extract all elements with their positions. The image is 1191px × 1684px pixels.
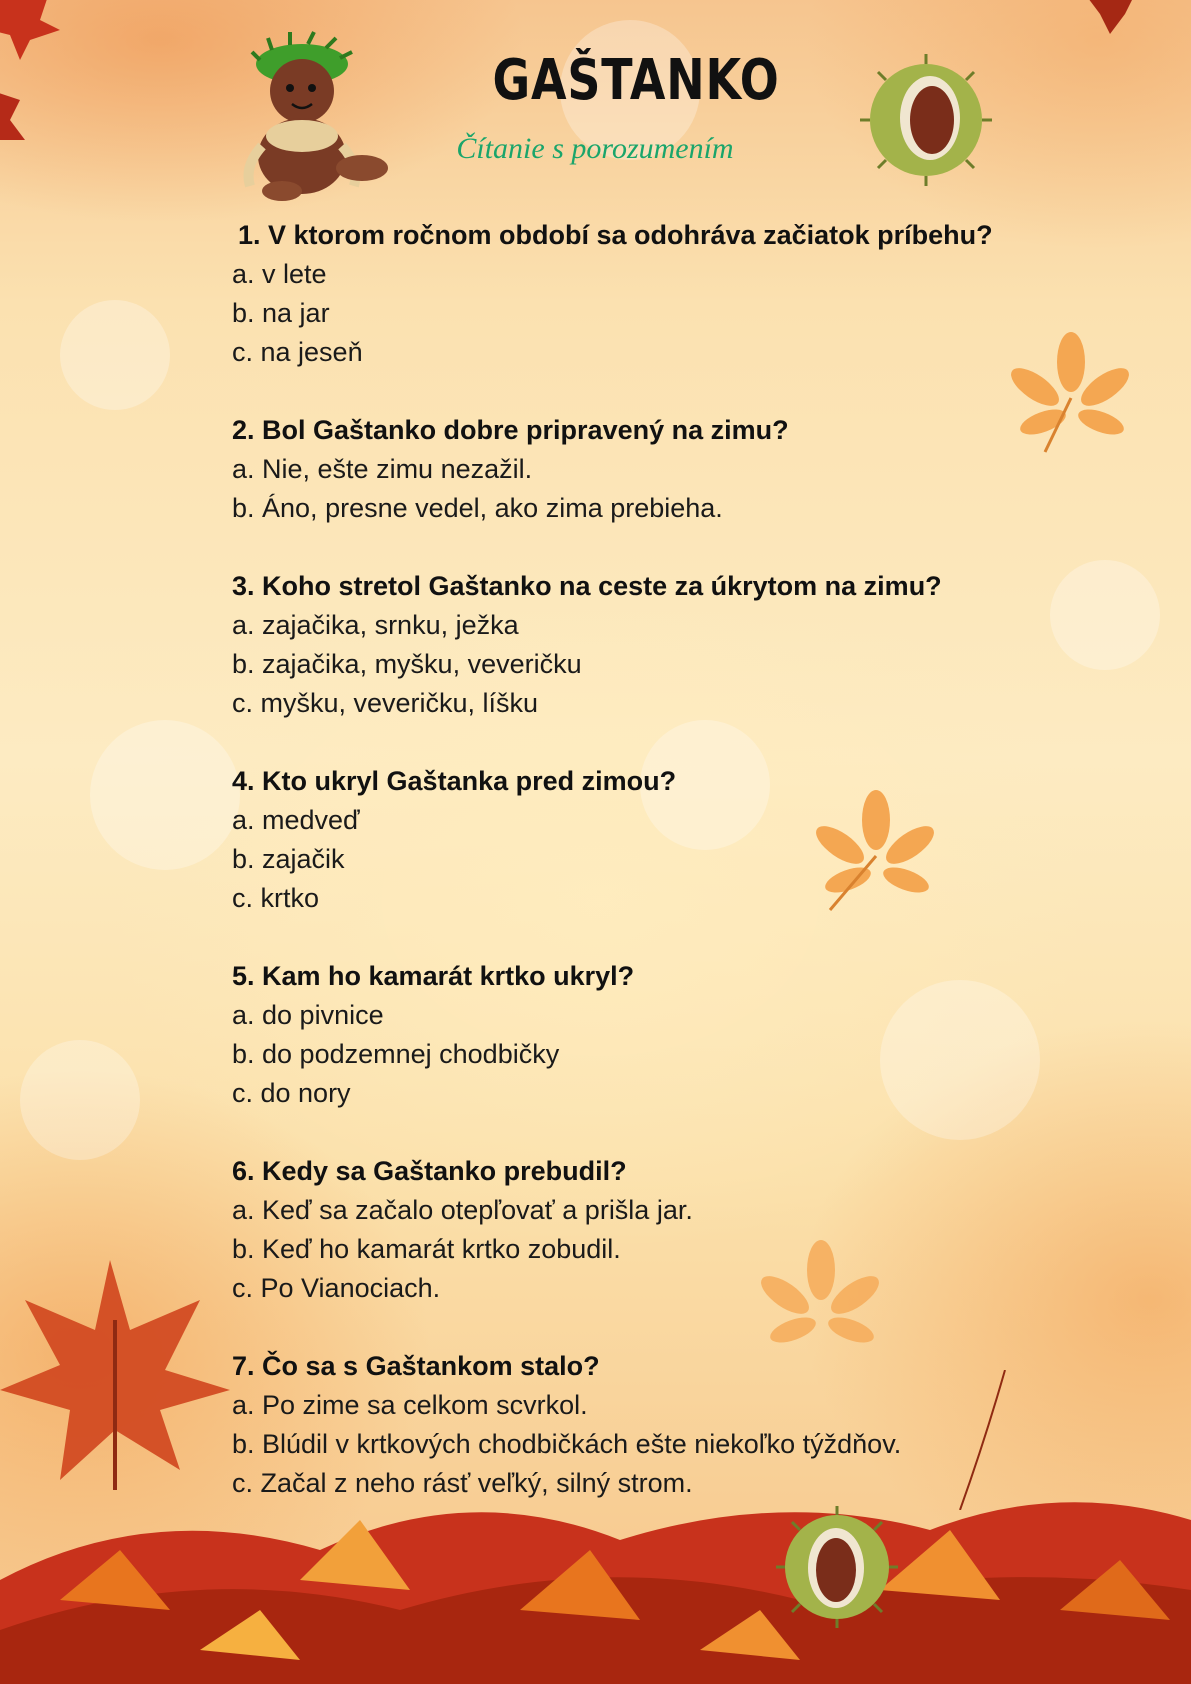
answer-option: c. Začal z neho rásť veľký, silný strom. bbox=[232, 1468, 693, 1498]
question-block bbox=[232, 216, 1062, 372]
answer-option: c. na jeseň bbox=[232, 337, 363, 367]
maple-leaf-icon bbox=[0, 0, 70, 170]
answer-option: a. Nie, ešte zimu nezažil. bbox=[232, 454, 533, 484]
answer-option: a. do pivnice bbox=[232, 1000, 384, 1030]
chestnut-husk-icon bbox=[860, 54, 992, 186]
chestnut-mascot-icon bbox=[242, 26, 392, 201]
answer-option: a. Keď sa začalo otepľovať a prišla jar. bbox=[232, 1195, 693, 1225]
question-text: 5. Kam ho kamarát krtko ukryl? bbox=[232, 961, 635, 991]
bokeh-light bbox=[90, 720, 240, 870]
twig-line bbox=[955, 1370, 1015, 1510]
question-block bbox=[232, 762, 1062, 918]
question-block bbox=[232, 411, 1062, 528]
answer-option: c. Po Vianociach. bbox=[232, 1273, 441, 1303]
answer-option: b. zajačika, myšku, veveričku bbox=[232, 649, 582, 679]
page-title: GAŠTANKO bbox=[492, 48, 780, 113]
answer-option: b. zajačik bbox=[232, 844, 345, 874]
answer-option: b. Keď ho kamarát krtko zobudil. bbox=[232, 1234, 621, 1264]
answer-option: b. Blúdil v krtkových chodbičkách ešte niekoľko týždňov. bbox=[232, 1429, 902, 1459]
bokeh-light bbox=[20, 1040, 140, 1160]
bokeh-light bbox=[1050, 560, 1160, 670]
bokeh-light bbox=[60, 300, 170, 410]
question-text: 7. Čo sa s Gaštankom stalo? bbox=[232, 1351, 600, 1381]
question-block bbox=[232, 957, 1062, 1113]
answer-option: b. na jar bbox=[232, 298, 330, 328]
answer-option: c. krtko bbox=[232, 883, 320, 913]
maple-leaf-icon bbox=[1080, 0, 1140, 44]
question-text: 2. Bol Gaštanko dobre pripravený na zimu? bbox=[232, 415, 789, 445]
answer-option: a. v lete bbox=[232, 259, 327, 289]
question-text: 3. Koho stretol Gaštanko na ceste za úkrytom na zimu? bbox=[232, 571, 942, 601]
maple-leaf-icon bbox=[0, 1260, 230, 1490]
answer-option: a. medveď bbox=[232, 805, 360, 835]
question-block bbox=[232, 1152, 1062, 1308]
question-text: 4. Kto ukryl Gaštanka pred zimou? bbox=[232, 766, 677, 796]
quiz-questions bbox=[232, 216, 1062, 1542]
answer-option: a. Po zime sa celkom scvrkol. bbox=[232, 1390, 588, 1420]
answer-option: c. do nory bbox=[232, 1078, 351, 1108]
question-block bbox=[232, 567, 1062, 723]
question-text: 1. V ktorom ročnom období sa odohráva začiatok príbehu? bbox=[238, 220, 993, 250]
answer-option: a. zajačika, srnku, ježka bbox=[232, 610, 519, 640]
answer-option: b. Áno, presne vedel, ako zima prebieha. bbox=[232, 493, 723, 523]
page-subtitle: Čítanie s porozumením bbox=[456, 132, 734, 165]
chestnut-husk-icon bbox=[776, 1506, 898, 1628]
answer-option: b. do podzemnej chodbičky bbox=[232, 1039, 560, 1069]
question-text: 6. Kedy sa Gaštanko prebudil? bbox=[232, 1156, 627, 1186]
answer-option: c. myšku, veveričku, líšku bbox=[232, 688, 539, 718]
